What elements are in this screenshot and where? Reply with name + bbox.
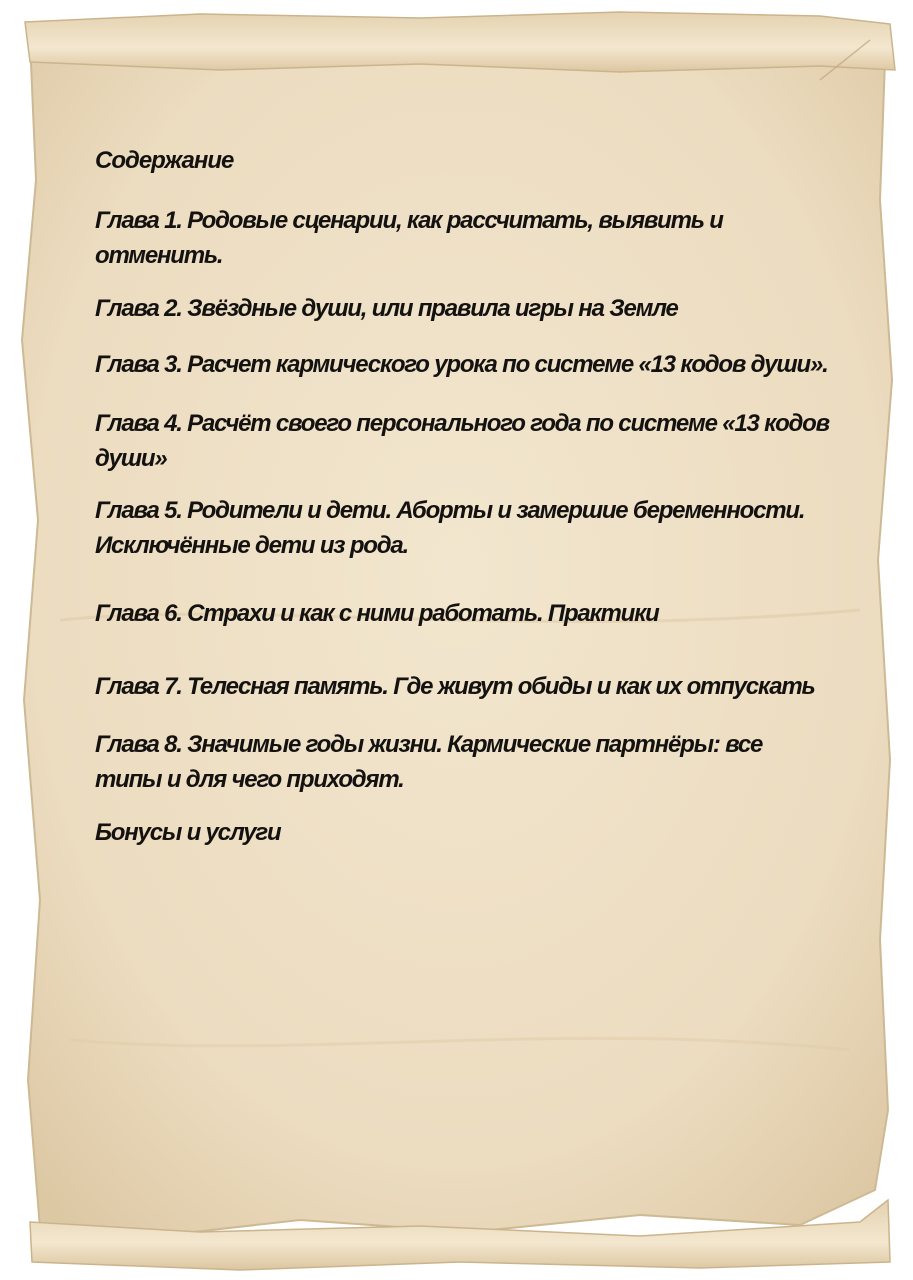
chapter-8-line-2: типы и для чего приходят. xyxy=(95,766,404,793)
chapter-5-entry xyxy=(95,493,865,563)
chapter-2-entry xyxy=(95,291,865,326)
chapter-7-line-1: Глава 7. Телесная память. Где живут обиды и как их отпускать xyxy=(95,673,815,700)
chapter-3-entry xyxy=(95,347,865,382)
chapter-6-line-1: Глава 6. Страхи и как с ними работать. Практики xyxy=(95,600,659,627)
chapter-4-line-2: души» xyxy=(95,445,167,472)
chapter-8-line-1: Глава 8. Значимые годы жизни. Кармические партнёры: все xyxy=(95,731,763,758)
chapter-8-entry xyxy=(95,727,865,797)
chapter-1-line-2: отменить. xyxy=(95,242,223,269)
chapter-4-entry xyxy=(95,406,865,476)
chapter-1-line-1: Глава 1. Родовые сценарии, как рассчитать, выявить и xyxy=(95,207,723,234)
parchment-top-roll xyxy=(25,12,895,72)
chapter-1-entry xyxy=(95,203,865,273)
chapter-7-entry xyxy=(95,669,865,704)
chapter-3-line-1: Глава 3. Расчет кармического урока по системе «13 кодов души». xyxy=(95,351,828,378)
chapter-2-line-1: Глава 2. Звёздные души, или правила игры на Земле xyxy=(95,295,678,322)
chapter-4-line-1: Глава 4. Расчёт своего персонального года по системе «13 кодов xyxy=(95,410,829,437)
chapter-5-line-1: Глава 5. Родители и дети. Аборты и замершие беременности. xyxy=(95,497,805,524)
contents-title: Содержание xyxy=(95,147,234,174)
chapter-5-line-2: Исключённые дети из рода. xyxy=(95,532,408,559)
bonus-entry: Бонусы и услуги xyxy=(95,819,281,846)
chapter-6-entry xyxy=(95,596,865,631)
